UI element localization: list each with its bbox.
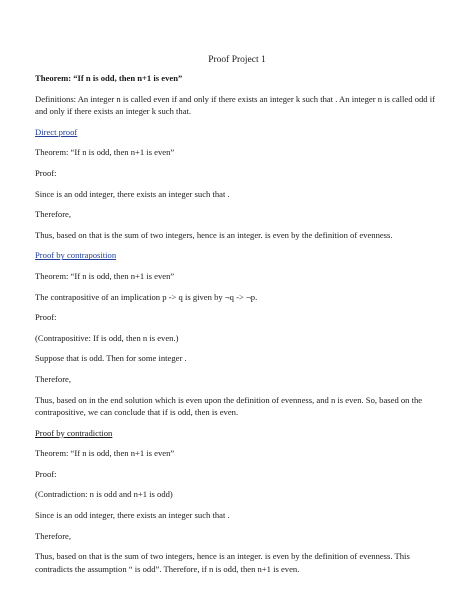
document-title: Proof Project 1: [208, 55, 266, 65]
contraposition-statement: The contrapositive of an implication p -> q is given by ¬q -> ¬p.: [35, 291, 258, 302]
document-body: [35, 72, 445, 583]
direct-proof-heading: Direct proof: [35, 126, 78, 137]
contradiction-since: Since is an odd integer, there exists an integer such that .: [35, 510, 230, 521]
contraposition-conclusion: Thus, based on in the end solution which is even upon the definition of evenness, and n is even. So, based on the contrapositive, we can conclude that if is odd, then is even.: [35, 394, 423, 418]
contraposition-therefore: Therefore,: [35, 373, 72, 384]
contradiction-heading: Proof by contradiction: [35, 427, 113, 438]
contradiction-proof-label: Proof:: [35, 468, 57, 479]
contradiction-conclusion: Thus, based on that is the sum of two integers, hence is an integer. is even by the definition of evenness. This contradicts the assumption “ is odd”. Therefore, if n is odd, then n+1 is even.: [35, 551, 410, 574]
direct-proof-label: Proof:: [35, 167, 57, 178]
contraposition-contrapositive: (Contrapositive: If is odd, then n is even.): [35, 332, 179, 343]
contradiction-theorem: Theorem: “If n is odd, then n+1 is even”: [35, 448, 175, 459]
contraposition-theorem: Theorem: “If n is odd, then n+1 is even”: [35, 270, 175, 281]
direct-proof-since: Since is an odd integer, there exists an integer such that .: [35, 188, 230, 199]
contraposition-proof-label: Proof:: [35, 312, 57, 323]
contradiction-assumption: (Contradiction: n is odd and n+1 is odd): [35, 489, 173, 500]
main-theorem: Theorem: “If n is odd, then n+1 is even”: [35, 73, 183, 83]
contraposition-suppose: Suppose that is odd. Then for some integer .: [35, 353, 187, 364]
direct-proof-conclusion: Thus, based on that is the sum of two integers, hence is an integer. is even by the definition of evenness.: [35, 229, 393, 240]
contraposition-heading: Proof by contraposition: [35, 250, 117, 261]
contradiction-therefore: Therefore,: [35, 530, 72, 541]
definitions-paragraph: Definitions: An integer n is called even if and only if there exists an integer k such that . An integer n is called odd if and only if there exists an integer k such that.: [35, 93, 435, 117]
direct-proof-theorem: Theorem: “If n is odd, then n+1 is even”: [35, 147, 175, 158]
direct-proof-therefore: Therefore,: [35, 209, 72, 220]
